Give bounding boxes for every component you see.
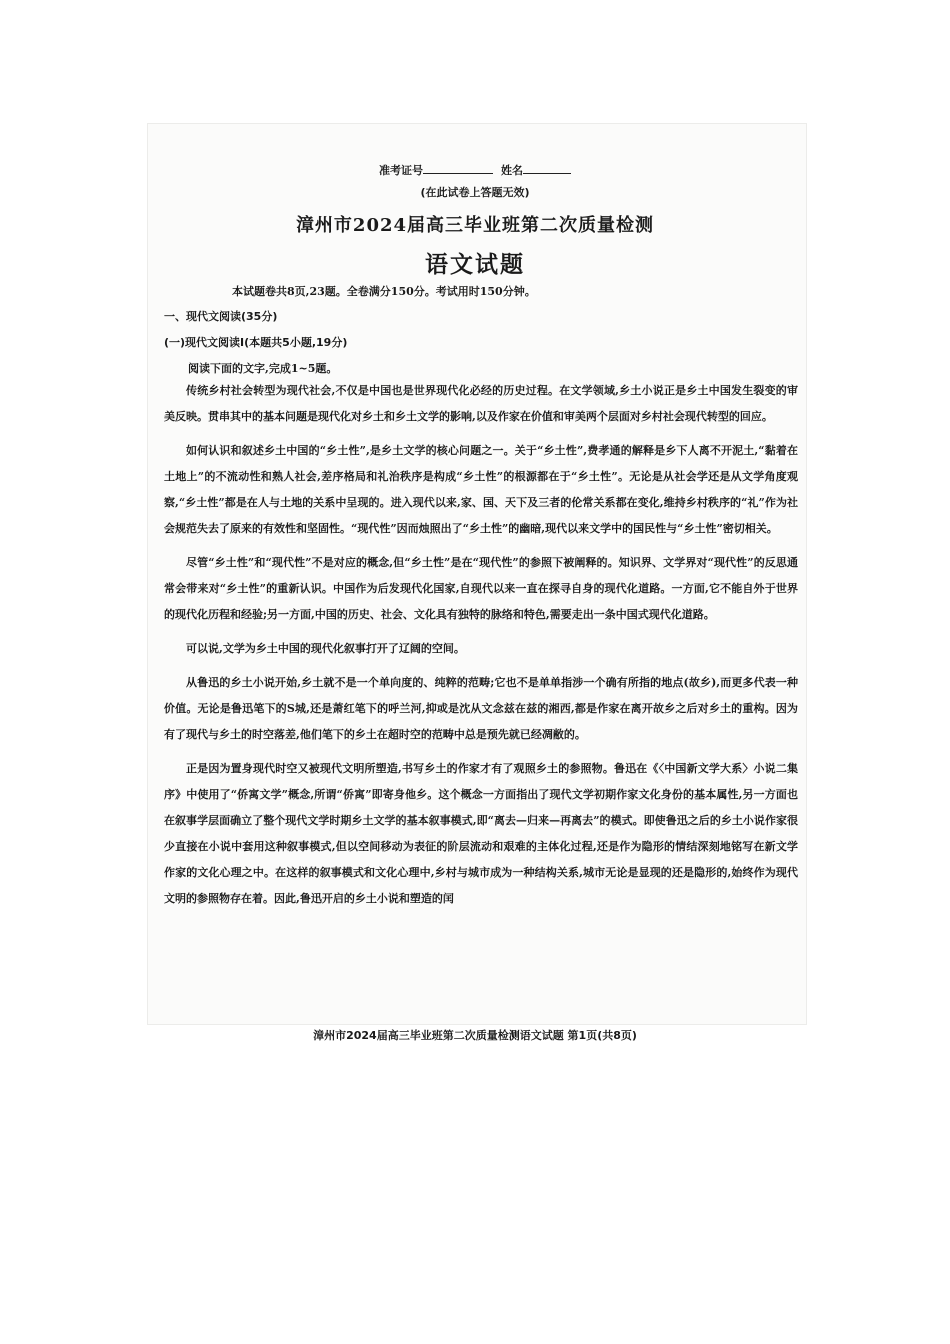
section-heading: 一、现代文阅读(35分): [164, 310, 278, 323]
exam-title: 漳州市2024届高三毕业班第二次质量检测: [295, 215, 655, 236]
passage-paragraph: 可以说,文学为乡土中国的现代化叙事打开了辽阔的空间。: [186, 642, 465, 655]
exam-id-label: 准考证号: [379, 164, 423, 177]
page-footer: 漳州市2024届高三毕业班第二次质量检测语文试题 第1页(共8页): [313, 1029, 637, 1042]
passage-paragraph: 从鲁迅的乡土小说开始,乡土就不是一个单向度的、纯粹的范畴;它也不是单单指涉一个确有所指的地点(故乡),而更多代表一种价值。无论是鲁迅笔下的S城,还是萧红笔下的呼兰河,抑或是沈从文念兹在兹的湘西,都是作家在离开故乡之后对乡土的重构。因为有了现代与乡土的时空落差,他们笔下的乡土在超时空的范畴中总是预先就已经凋敝的。: [164, 676, 798, 741]
exam-id-blank: [423, 162, 493, 174]
subsection-heading: (一)现代文阅读Ⅰ(本题共5小题,19分): [164, 336, 348, 349]
name-label: 姓名: [501, 164, 523, 177]
passage-paragraph: 传统乡村社会转型为现代社会,不仅是中国也是世界现代化必经的历史过程。在文学领域,乡土小说正是乡土中国发生裂变的审美反映。贯串其中的基本问题是现代化对乡土和乡土文学的影响,以及作家在价值和审美两个层面对乡村社会现代转型的回应。: [164, 384, 798, 423]
answer-notice: (在此试卷上答题无效): [420, 186, 530, 199]
reading-instruction: 阅读下面的文字,完成1~5题。: [188, 362, 338, 375]
candidate-info-row: [0, 162, 950, 178]
passage-paragraph: 如何认识和叙述乡土中国的“乡土性”,是乡土文学的核心问题之一。关于“乡土性”,费孝通的解释是乡下人离不开泥土,“黏着在土地上”的不流动性和熟人社会,差序格局和礼治秩序是构成“乡土性”的根源都在于“乡土性”。无论是从社会学还是从文学角度观察,“乡土性”都是在人与土地的关系中呈现的。进入现代以来,家、国、天下及三者的伦常关系都在变化,维持乡村秩序的“礼”作为社会规范失去了原来的有效性和坚固性。“现代性”因而烛照出了“乡土性”的幽暗,现代以来文学中的国民性与“乡土性”密切相关。: [164, 444, 798, 535]
reading-passage: [164, 378, 798, 920]
paper-info: 本试题卷共8页,23题。全卷满分150分。考试用时150分钟。: [232, 285, 536, 298]
passage-paragraph: 尽管“乡土性”和“现代性”不是对应的概念,但“乡土性”是在“现代性”的参照下被阐释的。知识界、文学界对“现代性”的反思通常会带来对“乡土性”的重新认识。中国作为后发现代化国家,自现代以来一直在探寻自身的现代化道路。一方面,它不能自外于世界的现代化历程和经验;另一方面,中国的历史、社会、文化具有独特的脉络和特色,需要走出一条中国式现代化道路。: [164, 556, 798, 621]
subject-title: 语文试题: [425, 251, 525, 278]
passage-paragraph: 正是因为置身现代时空又被现代文明所塑造,书写乡土的作家才有了观照乡土的参照物。鲁迅在《〈中国新文学大系〉小说二集序》中使用了“侨寓文学”概念,所谓“侨寓”即寄身他乡。这个概念一方面指出了现代文学初期作家文化身份的基本属性,另一方面也在叙事学层面确立了整个现代文学时期乡土文学的基本叙事模式,即“离去—归来—再离去”的模式。即使鲁迅之后的乡土小说作家很少直接在小说中套用这种叙事模式,但以空间移动为表征的阶层流动和艰难的主体化过程,还是作为隐形的情结深刻地铭写在新文学作家的文化心理之中。在这样的叙事模式和文化心理中,乡村与城市成为一种结构关系,城市无论是显现的还是隐形的,始终作为现代文明的参照物存在着。因此,鲁迅开启的乡土小说和塑造的闰: [164, 762, 798, 905]
name-blank: [523, 162, 571, 174]
